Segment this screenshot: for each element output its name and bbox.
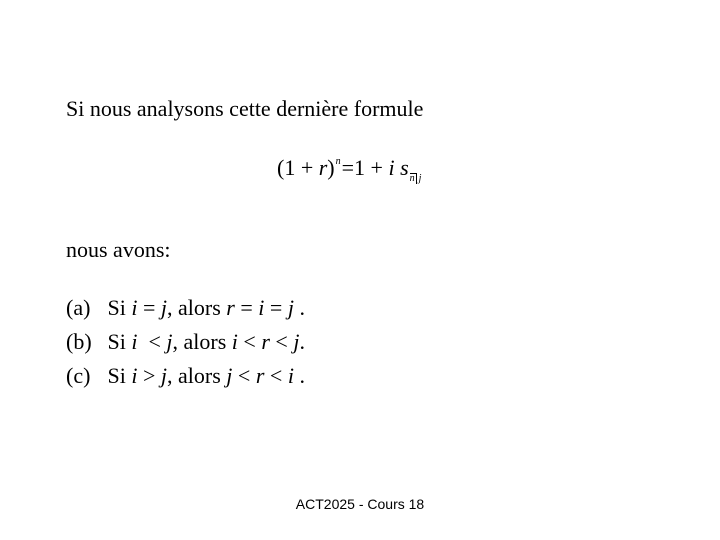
- case-word: , alors: [172, 329, 232, 354]
- formula-sub-j: j: [418, 173, 422, 184]
- formula-subscript: [410, 173, 422, 184]
- case-item-b: [66, 325, 305, 359]
- case-word: Si: [107, 363, 132, 388]
- case-var: r: [255, 363, 265, 388]
- case-word: .: [293, 295, 305, 320]
- case-word: =: [137, 295, 161, 320]
- case-var: r: [261, 329, 270, 354]
- case-word: Si: [107, 329, 132, 354]
- we-have-text: nous avons:: [66, 237, 171, 262]
- case-var: j: [160, 295, 168, 320]
- formula-open-paren: (1 +: [277, 155, 319, 180]
- case-word: >: [137, 363, 161, 388]
- case-text: [108, 363, 305, 388]
- case-var: j: [226, 363, 233, 388]
- case-word: =: [234, 295, 259, 320]
- formula-s: s: [400, 155, 409, 180]
- case-word: <: [269, 329, 294, 354]
- case-word: <: [232, 363, 256, 388]
- formula-r: r: [318, 155, 328, 180]
- case-text: [108, 329, 305, 354]
- formula-close-paren: ): [327, 155, 335, 180]
- case-var: j: [287, 295, 294, 320]
- case-word: Si: [107, 295, 132, 320]
- case-word: , alors: [167, 295, 227, 320]
- case-var: i: [131, 329, 138, 354]
- case-var: i: [131, 295, 138, 320]
- case-word: <: [137, 329, 167, 354]
- case-var: i: [287, 363, 294, 388]
- intro-text: Si nous analysons cette dernière formule: [66, 96, 424, 121]
- case-word: <: [264, 363, 288, 388]
- case-label: (b): [66, 329, 92, 354]
- formula-i: i: [388, 155, 395, 180]
- case-word: <: [237, 329, 262, 354]
- case-label: (c): [66, 363, 91, 388]
- case-label: (a): [66, 295, 91, 320]
- case-var: i: [131, 363, 138, 388]
- case-word: , alors: [167, 363, 227, 388]
- case-text: [108, 295, 305, 320]
- case-var: i: [231, 329, 238, 354]
- slide-footer: ACT2025 - Cours 18: [295, 496, 425, 512]
- case-var: j: [160, 363, 168, 388]
- case-word: .: [299, 329, 305, 354]
- case-word: =: [264, 295, 288, 320]
- case-word: .: [293, 363, 305, 388]
- case-var: r: [226, 295, 235, 320]
- cases-list: [66, 291, 305, 393]
- formula-exponent: n: [335, 156, 341, 167]
- annuity-formula: [277, 153, 421, 188]
- case-item-a: [66, 291, 305, 325]
- case-var: j: [166, 329, 173, 354]
- case-var: i: [258, 295, 265, 320]
- formula-equals-part: =1 +: [341, 155, 389, 180]
- case-var: j: [293, 329, 300, 354]
- formula-angle-n: n: [409, 173, 415, 184]
- case-item-c: [66, 359, 305, 393]
